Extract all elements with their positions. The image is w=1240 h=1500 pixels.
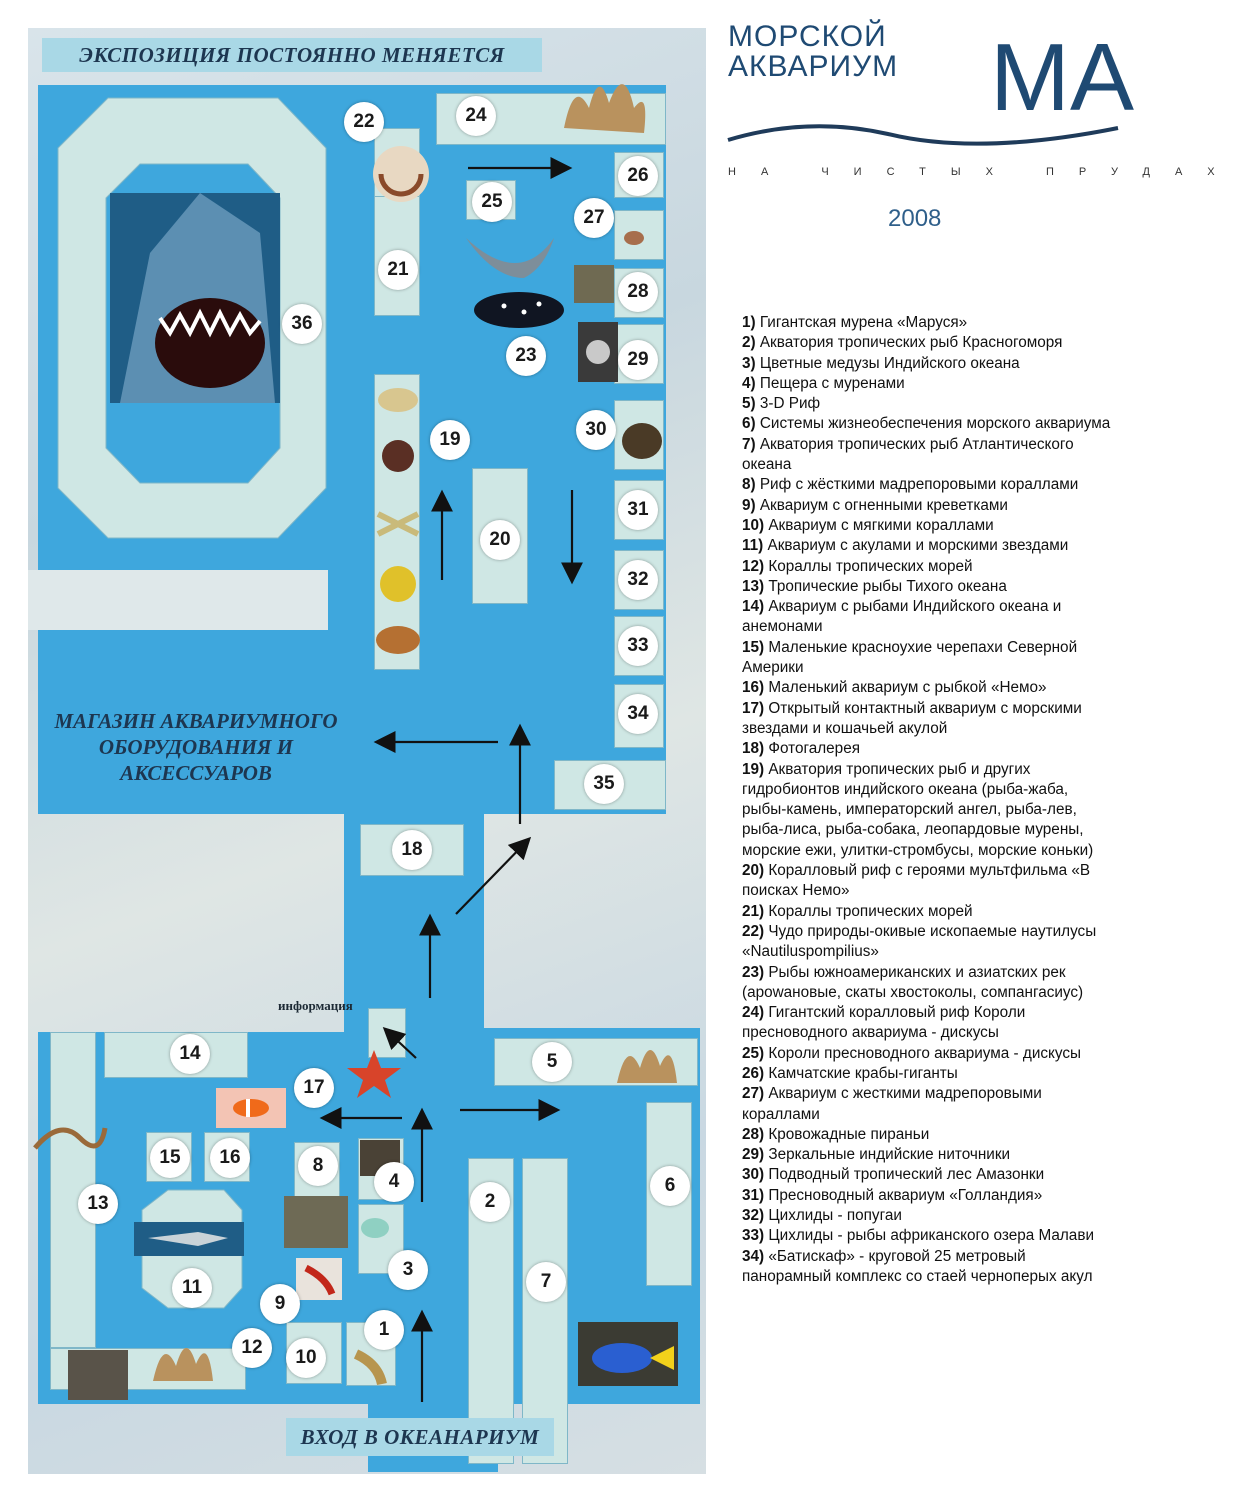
legend-item: [742, 414, 1114, 434]
info-label: информация: [278, 998, 353, 1013]
marker-25[interactable]: 25: [472, 182, 512, 222]
legend-item: [742, 678, 1114, 698]
marker-28[interactable]: 28: [618, 272, 658, 312]
marker-15[interactable]: 15: [150, 1138, 190, 1178]
legend-number: 16): [742, 679, 765, 697]
legend-number: 23): [742, 963, 765, 981]
legend-text: Коралловый риф с героями мультфильма «В поисках Немо»: [742, 862, 1091, 900]
shop-label: МАГАЗИН АКВАРИУМНОГО ОБОРУДОВАНИЯ И АКСЕССУАРОВ: [54, 709, 338, 785]
legend-number: 15): [742, 638, 765, 656]
legend-number: 31): [742, 1186, 765, 1204]
marker-17[interactable]: 17: [294, 1068, 334, 1108]
legend-item: [742, 557, 1114, 577]
legend-item: [742, 1186, 1114, 1206]
legend-text: Тропические рыбы Тихого океана: [764, 577, 1007, 595]
legend-item: [742, 374, 1114, 394]
legend-list: [742, 313, 1114, 1287]
legend-item: [742, 435, 1114, 476]
legend-number: 22): [742, 922, 765, 940]
legend-text: Акватория тропических рыб Красногоморя: [755, 334, 1063, 352]
legend-number: 4): [742, 374, 756, 392]
legend-item: [742, 475, 1114, 495]
legend-item: [742, 1165, 1114, 1185]
marker-19[interactable]: 19: [430, 420, 470, 460]
year-label: 2008: [888, 205, 942, 232]
legend-text: 3-D Риф: [755, 395, 821, 413]
legend-text: Аквариум с акулами и морскими звездами: [763, 537, 1069, 555]
marker-7[interactable]: 7: [526, 1262, 566, 1302]
legend-item: [742, 1247, 1114, 1288]
marker-22[interactable]: 22: [344, 102, 384, 142]
legend-text: Пещера с муренами: [755, 374, 905, 392]
legend-number: 21): [742, 902, 765, 920]
legend-number: 26): [742, 1064, 765, 1082]
marker-32[interactable]: 32: [618, 560, 658, 600]
marker-12[interactable]: 12: [232, 1328, 272, 1368]
legend-number: 3): [742, 354, 756, 372]
legend-text: Риф с жёсткими мадрепоровыми кораллами: [755, 476, 1079, 494]
legend-number: 28): [742, 1125, 765, 1143]
legend-text: Кораллы тропических морей: [764, 557, 973, 575]
legend-item: [742, 496, 1114, 516]
legend-item: [742, 963, 1114, 1004]
marker-8[interactable]: 8: [298, 1146, 338, 1186]
legend-number: 7): [742, 435, 756, 453]
legend-item: [742, 739, 1114, 759]
legend-text: Акватория тропических рыб и других гидробионтов индийского океана (рыба-жаба, рыбы-камень, императорский ангел, рыба-лев, рыба-лиса, рыба-собака, леопардовые мурены, морские ежи, улитки-стромбусы, морские коньки): [742, 760, 1094, 859]
marker-4[interactable]: 4: [374, 1162, 414, 1202]
marker-36[interactable]: 36: [282, 304, 322, 344]
legend-number: 10): [742, 516, 765, 534]
legend-number: 5): [742, 395, 756, 413]
legend-item: [742, 394, 1114, 414]
legend-number: 2): [742, 334, 756, 352]
legend-item: [742, 516, 1114, 536]
marker-9[interactable]: 9: [260, 1284, 300, 1324]
marker-26[interactable]: 26: [618, 156, 658, 196]
legend-item: [742, 760, 1114, 861]
legend-item: [742, 861, 1114, 902]
legend-text: Фотогалерея: [764, 740, 860, 758]
legend-text: Пресноводный аквариум «Голландия»: [764, 1186, 1043, 1204]
legend-number: 25): [742, 1044, 765, 1062]
legend-number: 12): [742, 557, 765, 575]
legend-item: [742, 1145, 1114, 1165]
marker-3[interactable]: 3: [388, 1250, 428, 1290]
legend-number: 1): [742, 314, 756, 331]
marker-14[interactable]: 14: [170, 1034, 210, 1074]
legend-number: 30): [742, 1166, 765, 1184]
legend-item: [742, 1226, 1114, 1246]
legend-item: [742, 597, 1114, 638]
legend-text: Открытый контактный аквариум с морскими звездами и кошачьей акулой: [742, 699, 1082, 737]
legend-number: 19): [742, 760, 765, 778]
marker-16[interactable]: 16: [210, 1138, 250, 1178]
legend-number: 32): [742, 1207, 765, 1225]
legend-item: [742, 922, 1114, 963]
legend-text: Маленькие красноухие черепахи Северной Америки: [742, 638, 1078, 677]
marker-30[interactable]: 30: [576, 410, 616, 450]
legend-number: 17): [742, 699, 765, 717]
legend-number: 27): [742, 1085, 765, 1103]
legend-number: 24): [742, 1004, 765, 1022]
marker-24[interactable]: 24: [456, 96, 496, 136]
legend-text: Аквариум с жесткими мадрепоровыми кораллами: [742, 1085, 1042, 1123]
legend-number: 14): [742, 598, 765, 616]
legend-text: «Батискаф» - круговой 25 метровый панорамный комплекс со стаей черноперых акул: [742, 1247, 1093, 1285]
top-banner: ЭКСПОЗИЦИЯ ПОСТОЯННО МЕНЯЕТСЯ: [42, 38, 542, 72]
legend-number: 8): [742, 476, 756, 494]
legend-text: Кровожадные пираньи: [764, 1125, 930, 1143]
marker-35[interactable]: 35: [584, 764, 624, 804]
legend-text: Системы жизнеобеспечения морского аквариума: [755, 415, 1111, 433]
marker-18[interactable]: 18: [392, 830, 432, 870]
legend-number: 20): [742, 862, 765, 880]
entrance-banner: ВХОД В ОКЕАНАРИУМ: [286, 1418, 554, 1456]
legend-number: 9): [742, 496, 756, 514]
legend-text: Цветные медузы Индийского океана: [755, 354, 1020, 372]
legend-number: 33): [742, 1227, 765, 1245]
legend-number: 6): [742, 415, 756, 433]
marker-34[interactable]: 34: [618, 694, 658, 734]
legend-text: Маленький аквариум с рыбкой «Немо»: [764, 679, 1047, 697]
marker-23[interactable]: 23: [506, 336, 546, 376]
marker-13[interactable]: 13: [78, 1184, 118, 1224]
logo-subtitle: НА ЧИСТЫХ ПРУДАХ: [728, 166, 1240, 178]
logo-line-2: АКВАРИУМ: [728, 50, 899, 83]
legend-text: Короли пресноводного аквариума - дискусы: [764, 1044, 1081, 1062]
legend-item: [742, 638, 1114, 679]
legend-item: [742, 699, 1114, 740]
marker-29[interactable]: 29: [618, 340, 658, 380]
legend-text: Цихлиды - рыбы африканского озера Малави: [764, 1227, 1094, 1245]
legend-item: [742, 1003, 1114, 1044]
legend-text: Акватория тропических рыб Атлантического океана: [742, 435, 1074, 474]
legend-text: Цихлиды - попугаи: [764, 1207, 902, 1225]
legend-text: Кораллы тропических морей: [764, 902, 973, 920]
legend-text: Гигантский коралловый риф Короли пресноводного аквариума - дискусы: [742, 1004, 1026, 1042]
legend-text: Аквариум с мягкими кораллами: [764, 516, 994, 534]
legend-item: [742, 313, 1114, 333]
legend-text: Зеркальные индийские ниточники: [764, 1146, 1011, 1164]
legend-item: [742, 902, 1114, 922]
marker-1[interactable]: 1: [364, 1310, 404, 1350]
logo-mark: [728, 16, 1134, 166]
legend-text: Подводный тропический лес Амазонки: [764, 1166, 1045, 1184]
marker-31[interactable]: 31: [618, 490, 658, 530]
legend-number: 18): [742, 740, 765, 758]
legend-item: [742, 333, 1114, 353]
marker-11[interactable]: 11: [172, 1268, 212, 1308]
legend-text: Камчатские крабы-гиганты: [764, 1064, 958, 1082]
marker-6[interactable]: 6: [650, 1166, 690, 1206]
marker-33[interactable]: 33: [618, 626, 658, 666]
marker-20[interactable]: 20: [480, 520, 520, 560]
legend-item: [742, 1206, 1114, 1226]
legend-item: [742, 354, 1114, 374]
legend-item: [742, 1044, 1114, 1064]
logo-line-1: МОРСКОЙ: [728, 20, 887, 53]
legend-text: Аквариум с рыбами Индийского океана и анемонами: [742, 598, 1062, 636]
legend-number: 11): [742, 537, 764, 555]
legend-text: Рыбы южноамериканских и азиатских рек (арowановые, скаты хвостоколы, сомпангасиус): [742, 963, 1084, 1001]
legend-number: 34): [742, 1247, 765, 1265]
marker-10[interactable]: 10: [286, 1338, 326, 1378]
marker-2[interactable]: 2: [470, 1182, 510, 1222]
marker-21[interactable]: 21: [378, 250, 418, 290]
marker-27[interactable]: 27: [574, 198, 614, 238]
logo-monogram: MA: [990, 24, 1134, 131]
legend-item: [742, 1084, 1114, 1125]
legend-item: [742, 1125, 1114, 1145]
marker-5[interactable]: 5: [532, 1042, 572, 1082]
legend-text: Чудо природы-окивые ископаемые наутилусы «Nautiluspompilius»: [742, 922, 1097, 961]
legend-item: [742, 536, 1114, 556]
legend-item: [742, 577, 1114, 597]
aquarium-floor-map: [28, 28, 706, 1474]
legend-text: Гигантская мурена «Маруся»: [755, 314, 968, 331]
legend-text: Аквариум с огненными креветками: [755, 496, 1008, 514]
legend-item: [742, 1064, 1114, 1084]
legend-number: 13): [742, 577, 765, 595]
legend-number: 29): [742, 1146, 765, 1164]
